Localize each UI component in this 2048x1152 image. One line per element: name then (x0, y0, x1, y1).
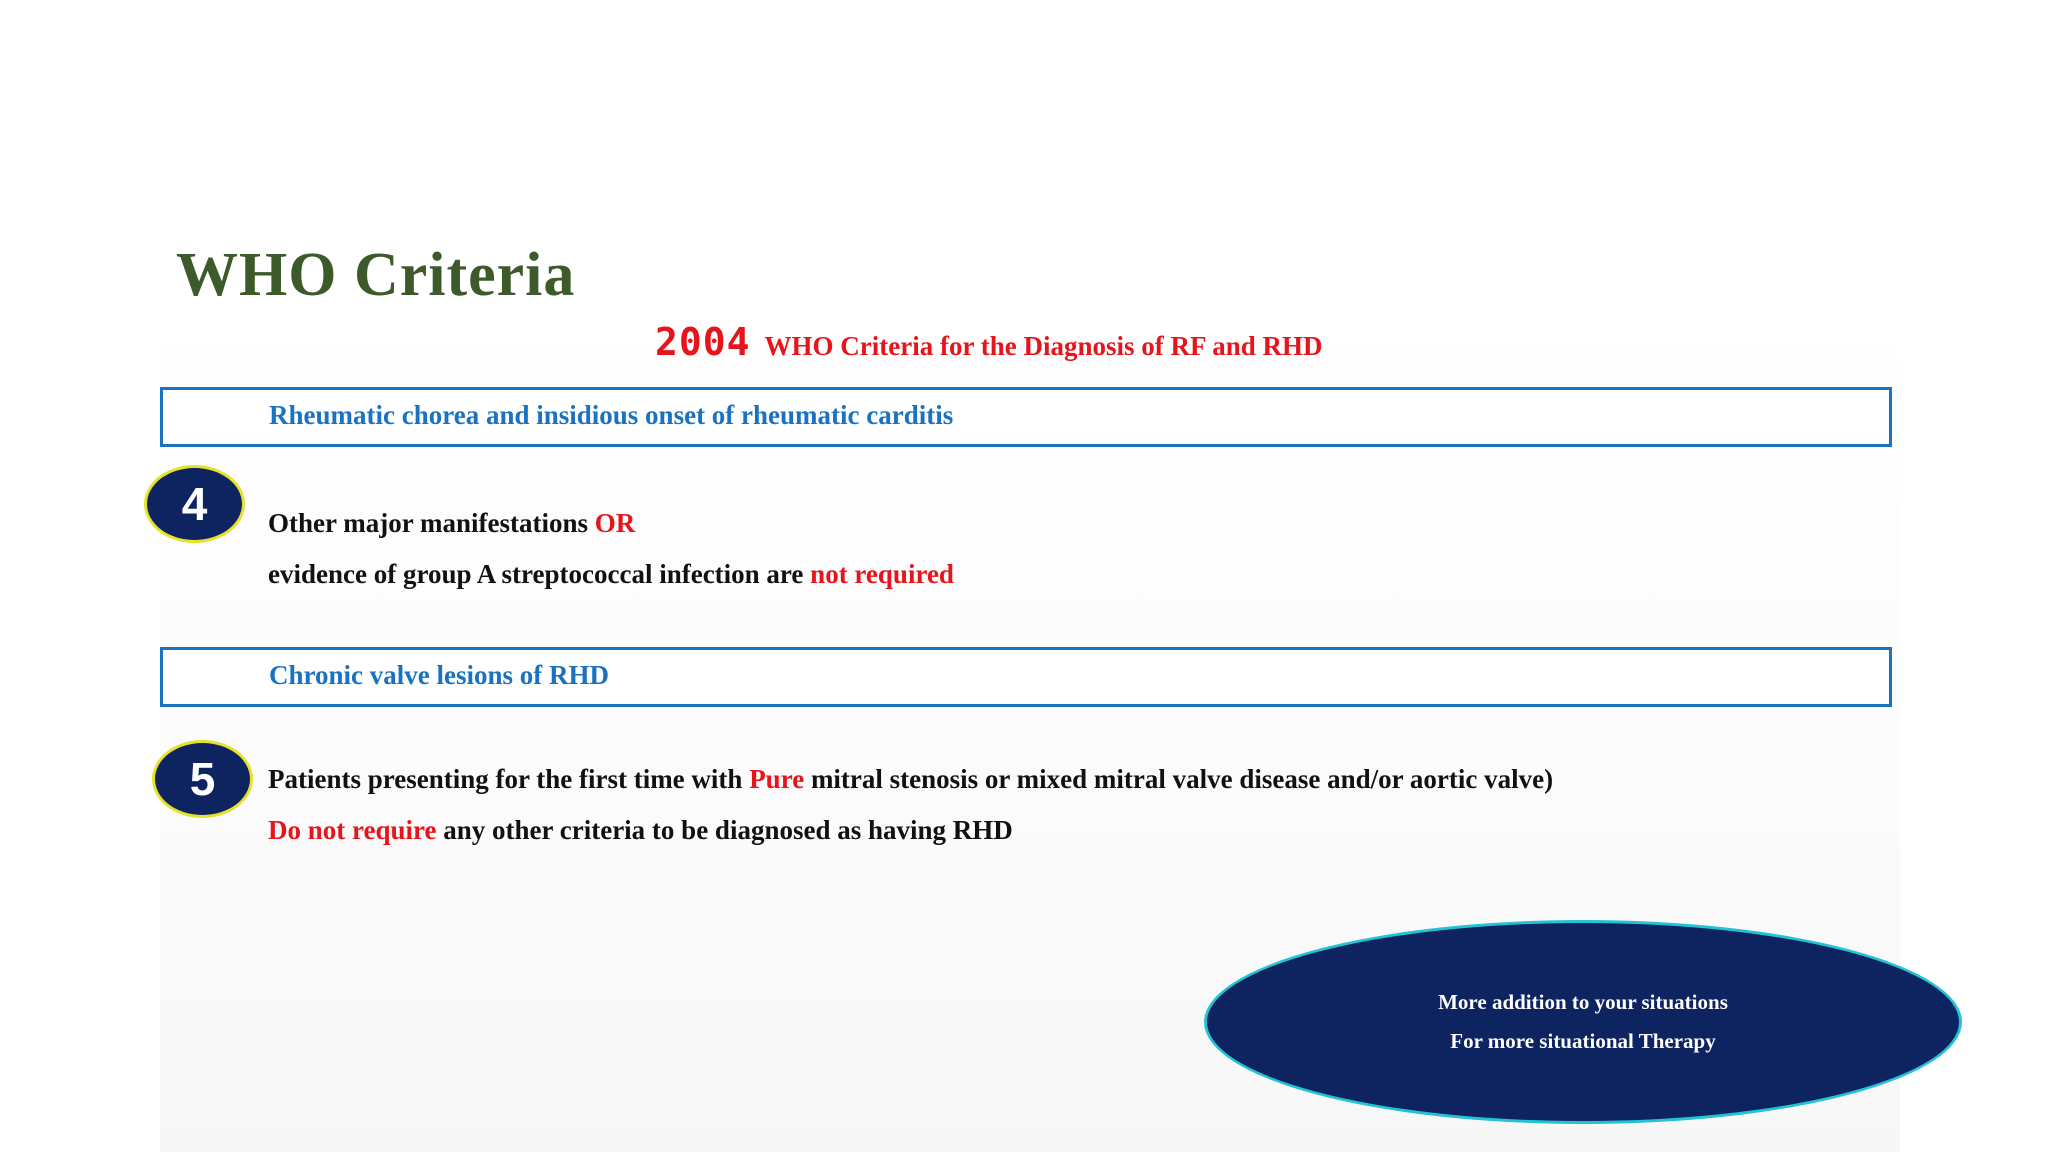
section-4-header-box (160, 387, 1892, 447)
section-5-line-2-text: any other criteria to be diagnosed as having RHD (436, 815, 1013, 845)
page-title: WHO Criteria (176, 241, 576, 309)
section-5-line-2-highlight: Do not require (268, 815, 437, 845)
section-5-line-1 (268, 764, 1553, 795)
section-5-line-1-text-a: Patients presenting for the first time with (268, 764, 750, 794)
section-5-header-label: Chronic valve lesions of RHD (269, 660, 610, 690)
section-4-line-2 (268, 559, 954, 590)
section-4-line-1-highlight: OR (594, 508, 636, 538)
number-badge-4: 4 (144, 465, 245, 543)
section-5-line-2 (268, 815, 1013, 846)
section-5-header-box (160, 647, 1892, 707)
number-badge-5: 5 (152, 740, 253, 818)
subtitle-year: 2004 (655, 320, 751, 364)
subtitle-text: WHO Criteria for the Diagnosis of RF and RHD (764, 331, 1323, 361)
section-4-header-label: Rheumatic chorea and insidious onset of rheumatic carditis (269, 400, 954, 430)
section-5-line-1-text-b: mitral stenosis or mixed mitral valve disease and/or aortic valve) (804, 764, 1554, 794)
info-oval-line-1: More addition to your situations (1438, 990, 1728, 1014)
section-4-line-2-highlight: not required (810, 559, 954, 589)
slide-subtitle (655, 320, 1323, 364)
info-oval-line-2: For more situational Therapy (1450, 1029, 1716, 1053)
section-4-line-1-text: Other major manifestations (268, 508, 595, 538)
info-oval (1204, 920, 1962, 1124)
section-5-line-1-highlight: Pure (749, 764, 805, 794)
section-4-line-1 (268, 508, 635, 539)
section-4-line-2-text: evidence of group A streptococcal infection are (268, 559, 811, 589)
